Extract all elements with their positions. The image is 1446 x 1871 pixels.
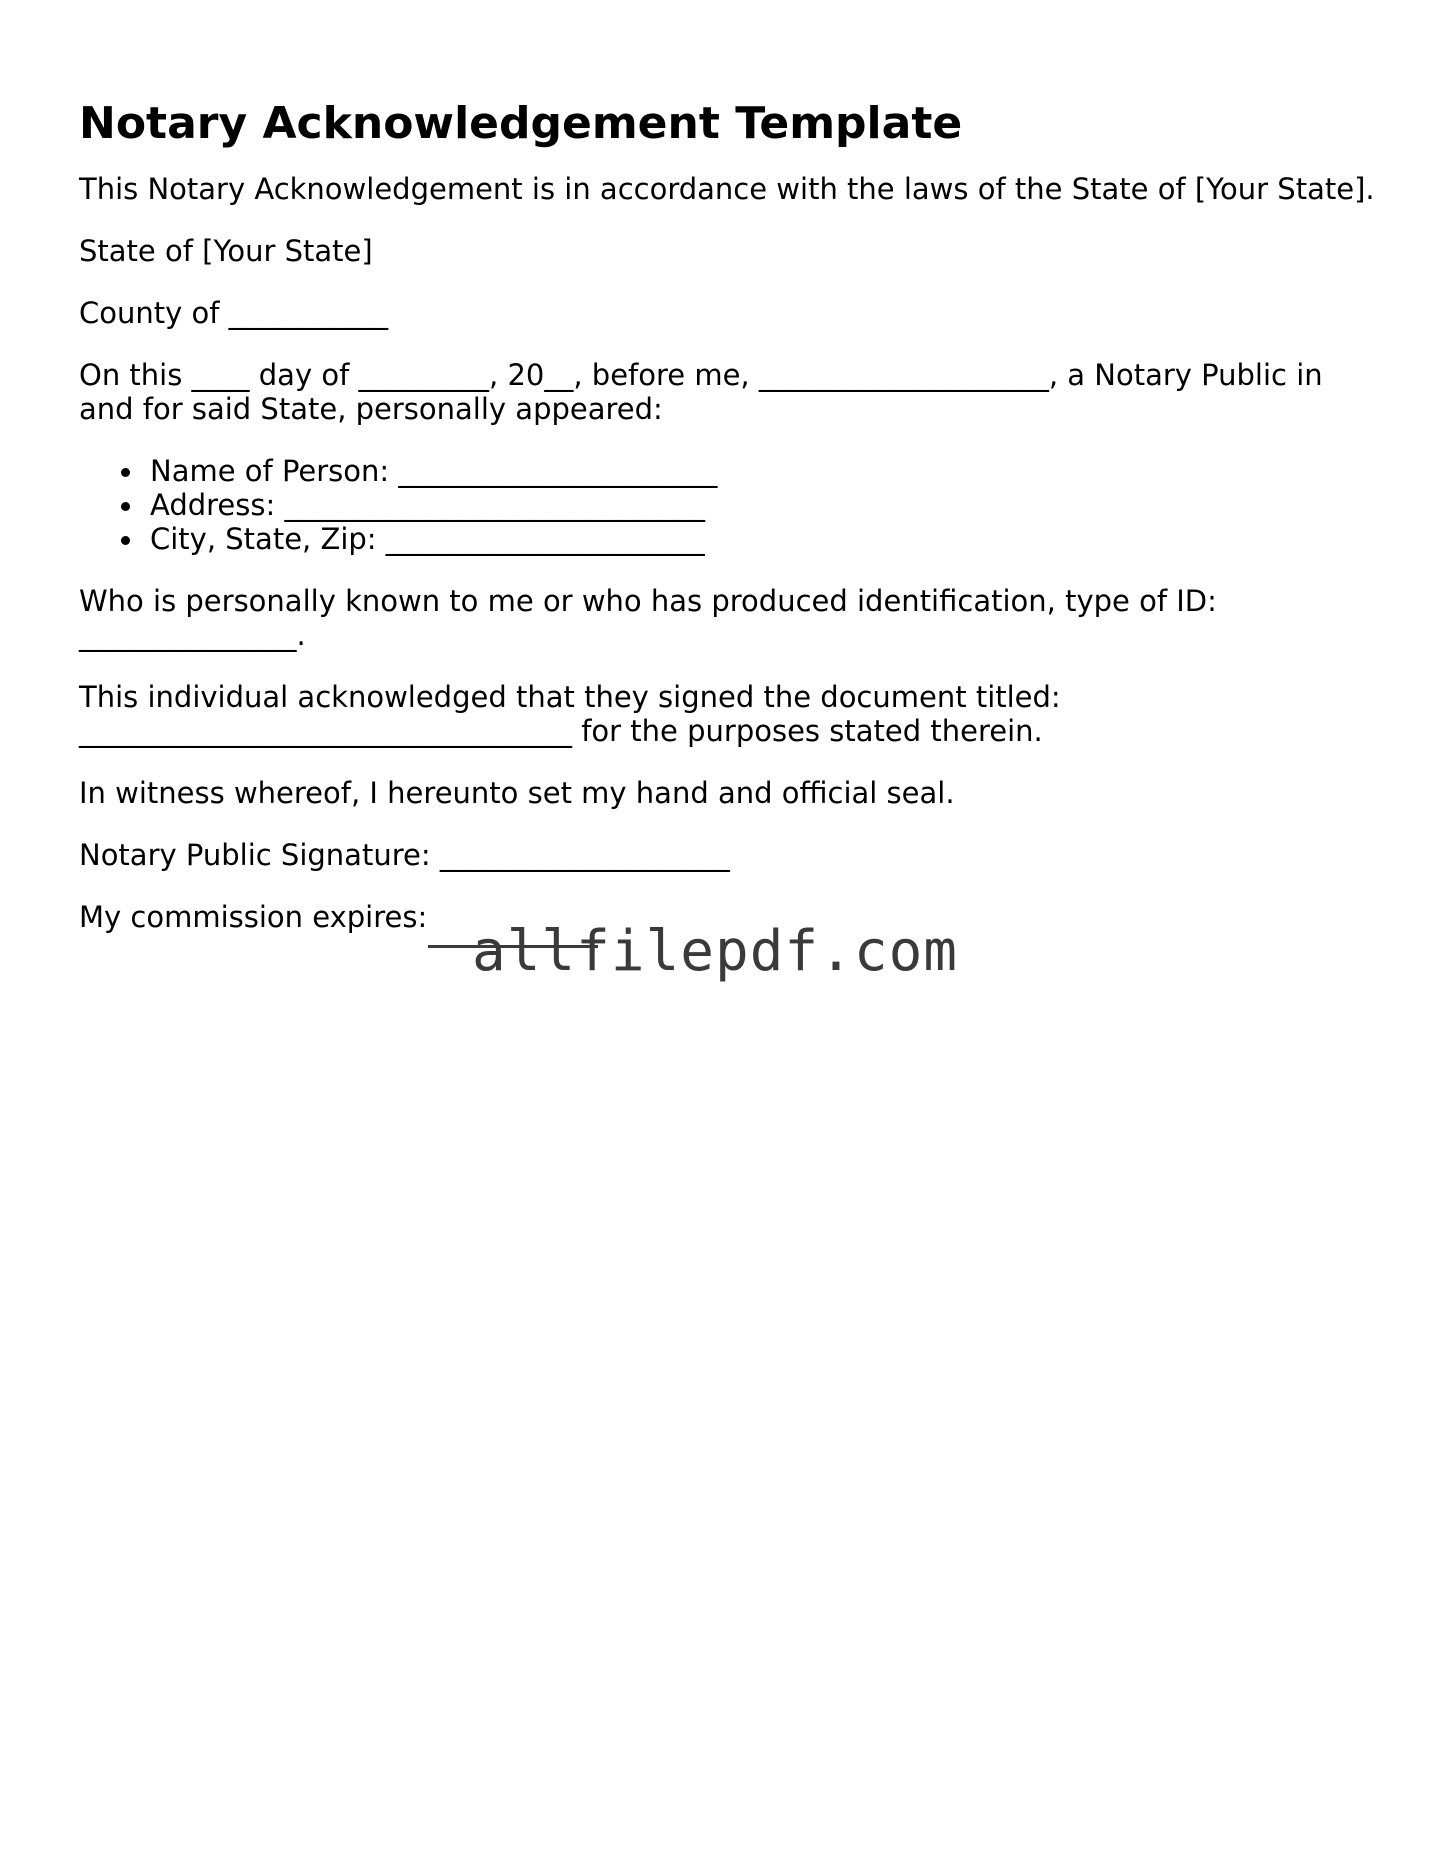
document-title: Notary Acknowledgement Template (79, 98, 963, 149)
county-line: County of ___________ (79, 296, 389, 330)
commission-expires-line: My commission expires: (79, 900, 428, 934)
state-line: State of [Your State] (79, 234, 373, 268)
watermark-text: allfilepdf.com (472, 919, 959, 984)
name-of-person-field: Name of Person: ______________________ (150, 454, 1379, 488)
document-page (79, 96, 1379, 962)
appearance-paragraph: On this ____ day of _________, 20__, before me, ____________________, a Notary Public in and for said State, personally appeared: (79, 358, 1323, 426)
witness-paragraph: In witness whereof, I hereunto set my hand and official seal. (79, 776, 955, 810)
signature-line: Notary Public Signature: ____________________ (79, 838, 730, 872)
document-titled-paragraph: This individual acknowledged that they signed the document titled: __________________________________ for the purposes stated therein. (79, 680, 1061, 748)
city-state-zip-field: City, State, Zip: ______________________ (150, 522, 1379, 556)
person-details-list (79, 454, 1379, 556)
identification-paragraph: Who is personally known to me or who has produced identification, type of ID: _______________. (79, 584, 1217, 652)
address-field: Address: _____________________________ (150, 488, 1379, 522)
intro-paragraph: This Notary Acknowledgement is in accordance with the laws of the State of [Your State]. (79, 172, 1375, 206)
